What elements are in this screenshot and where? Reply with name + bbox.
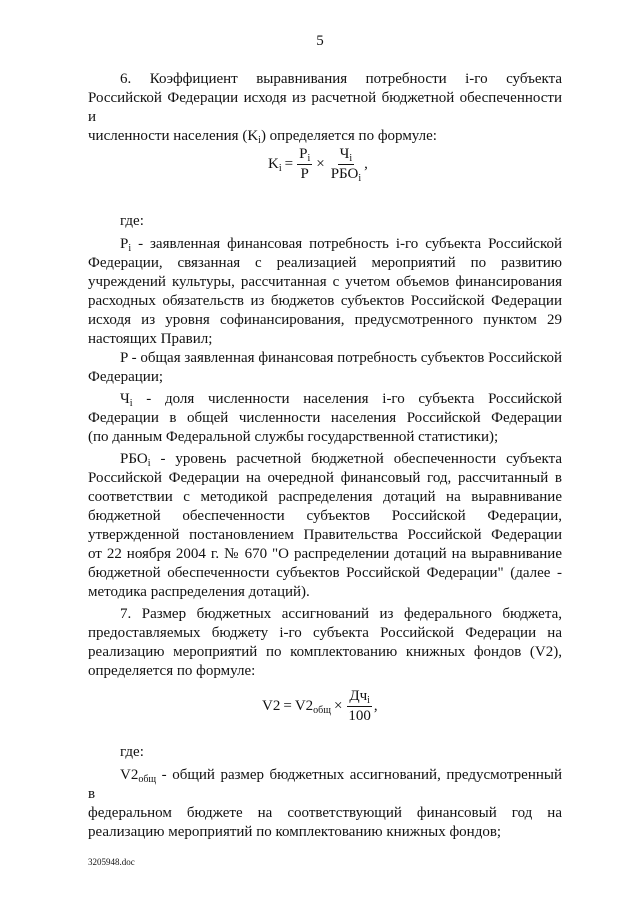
text-line: реализацию мероприятий по комплектованию книжных фондов (V2), — [88, 644, 562, 660]
formula-lhs: $K_i$ — [268, 156, 282, 174]
text-line: исходя из уровня софинансирования, предусмотренного пунктом 29 — [88, 312, 562, 328]
def-v2-line: $V2_{общ}$ - общий размер бюджетных ассигнований, предусмотренный в — [88, 767, 562, 802]
text-line: федеральном бюджете на соответствующий финансовый год на — [88, 805, 562, 821]
text-line: соответствии с методикой распределения дотаций на выравнивание — [88, 489, 562, 505]
def-rbo-line: $РБО_i$ - уровень расчетной бюджетной обеспеченности субъекта — [120, 451, 562, 469]
file-name-footer: 3205948.doc — [88, 857, 135, 867]
times-sign: × — [316, 156, 325, 172]
text-line: учреждений культуры, рассчитанная с учетом объемов финансирования — [88, 274, 562, 290]
text-line: Российской Федерации на очередной финансовый год, рассчитанный в — [88, 470, 562, 486]
equals-sign: = — [284, 156, 294, 172]
text-line: методика распределения дотаций). — [88, 584, 310, 600]
text-line: численности населения $(K_i)$ определяется по формуле: — [88, 128, 437, 146]
def-pi-line: $P_i$ - заявленная финансовая потребность i-го субъекта Российской — [120, 236, 562, 254]
text-line: утвержденной постановлением Правительства Российской Федерации — [88, 527, 562, 543]
where-label: где: — [120, 744, 144, 760]
def-chi-line: $Ч_i$ - доля численности населения i-го субъекта Российской — [120, 391, 562, 409]
def-p-line: P - общая заявленная финансовая потребность субъектов Российской — [120, 350, 562, 366]
times-sign: × — [333, 698, 343, 714]
text-line: от 22 ноября 2004 г. № 670 "О распределении дотаций на выравнивание — [88, 546, 562, 562]
text-line: настоящих Правил; — [88, 331, 213, 347]
text-line: расходных обязательств из бюджетов субъектов Российской Федерации — [88, 293, 562, 309]
text-line: Федерации, связанная с реализацией мероприятий по развитию — [88, 255, 562, 271]
formula-lhs: V2 — [262, 698, 281, 714]
text-line: бюджетной обеспеченности субъектов Российской Федерации, — [88, 508, 562, 524]
text-line: определяется по формуле: — [88, 663, 256, 679]
text-line: Федерации; — [88, 369, 164, 385]
definitions-block-1 — [88, 212, 562, 681]
fraction-pi-p: $\frac{P_i}{P}$ — [299, 146, 311, 182]
formula-v2: V2 = $V2_{общ}$ × $\frac{Дч_i}{100}$ , — [262, 688, 378, 724]
text-line: предоставляемых бюджету i-го субъекта Российской Федерации на — [88, 625, 562, 641]
fraction-dchi-100: $\frac{Дч_i}{100}$ — [348, 688, 371, 724]
text-line: (по данным Федеральной службы государственной статистики); — [88, 429, 499, 445]
formula-term: $V2_{общ}$ — [294, 698, 331, 716]
fraction-chi-rbo: $\frac{Ч_i}{РБО_i}$ — [330, 146, 362, 184]
page-number: 5 — [316, 33, 324, 49]
equals-sign: = — [283, 698, 292, 714]
text-line: Федерации в общей численности населения Российской Федерации — [88, 410, 562, 426]
text-line: Российской Федерации исходя из расчетной бюджетной обеспеченности и — [88, 90, 562, 125]
where-label: где: — [120, 213, 144, 229]
text-line: реализацию мероприятий по комплектованию книжных фондов; — [88, 824, 502, 840]
paragraph-7-line: 7. Размер бюджетных ассигнований из федерального бюджета, — [120, 606, 562, 622]
definitions-block-2 — [88, 743, 562, 842]
text-line: бюджетной обеспеченности субъектов Российской Федерации" (далее - — [88, 565, 562, 581]
text-line: 6. Коэффициент выравнивания потребности i-го субъекта — [120, 71, 562, 87]
paragraph-6 — [88, 70, 562, 146]
formula-ki: $K_i$ = $\frac{P_i}{P}$ × $\frac{Ч_i}{РБО_i}$ , — [268, 146, 368, 184]
